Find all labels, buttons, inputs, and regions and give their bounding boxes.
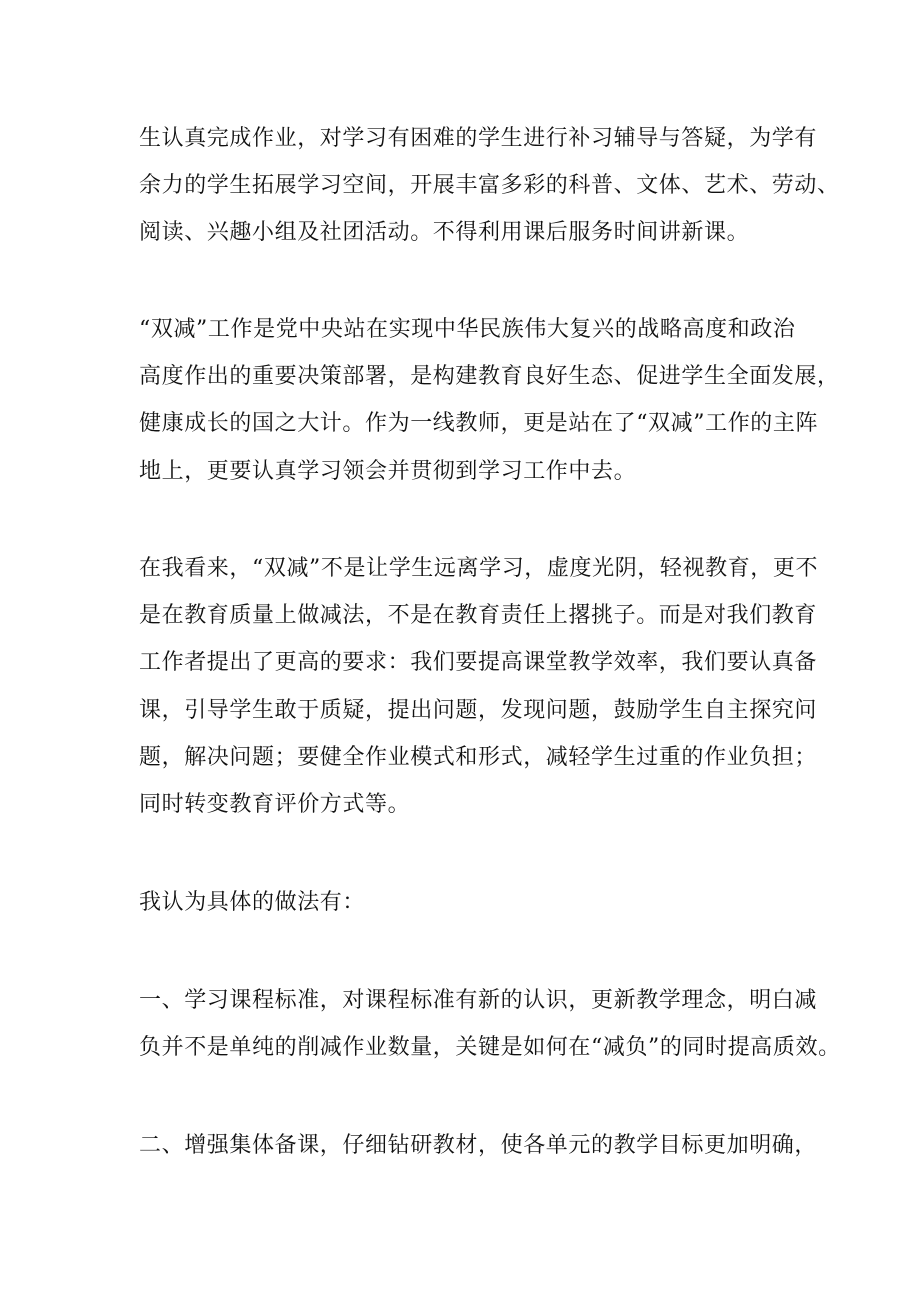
paragraph-2-line-1: “双减”工作是党中央站在实现中华民族伟大复兴的战略高度和政治 bbox=[139, 317, 796, 342]
paragraph-5-line-2: 负并不是单纯的削减作业数量，关键是如何在“减负”的同时提高质效。 bbox=[139, 1035, 841, 1060]
paragraph-1-line-3: 阅读、兴趣小组及社团活动。不得利用课后服务时间讲新课。 bbox=[139, 220, 750, 245]
paragraph-2-line-3: 健康成长的国之大计。作为一线教师，更是站在了“双减”工作的主阵 bbox=[139, 411, 819, 436]
paragraph-3-line-1: 在我看来，“双减”不是让学生远离学习，虚度光阴，轻视教育，更不 bbox=[139, 556, 819, 581]
paragraph-2-line-4: 地上，更要认真学习领会并贯彻到学习工作中去。 bbox=[139, 459, 637, 484]
paragraph-3-line-5: 题，解决问题；要健全作业模式和形式，减轻学生过重的作业负担； bbox=[139, 745, 818, 770]
paragraph-5-line-1: 一、学习课程标准，对课程标准有新的认识，更新教学理念，明白减 bbox=[139, 988, 818, 1013]
paragraph-6-line-1: 二、增强集体备课，仔细钻研教材，使各单元的教学目标更加明确， bbox=[139, 1133, 818, 1158]
paragraph-2-line-2: 高度作出的重要决策部署，是构建教育良好生态、促进学生全面发展， bbox=[139, 364, 840, 389]
paragraph-3-line-2: 是在教育质量上做减法，不是在教育责任上撂挑子。而是对我们教育 bbox=[139, 603, 818, 628]
paragraph-1-line-2: 余力的学生拓展学习空间，开展丰富多彩的科普、文体、艺术、劳动、 bbox=[139, 173, 840, 198]
paragraph-3-line-4: 课，引导学生敢于质疑，提出问题，发现问题，鼓励学生自主探究问 bbox=[139, 698, 818, 723]
paragraph-3-line-3: 工作者提出了更高的要求：我们要提高课堂教学效率，我们要认真备 bbox=[139, 650, 818, 675]
paragraph-4-line-1: 我认为具体的做法有： bbox=[139, 890, 366, 915]
paragraph-1-line-1: 生认真完成作业，对学习有困难的学生进行补习辅导与答疑，为学有 bbox=[139, 126, 818, 151]
paragraph-3-line-6: 同时转变教育评价方式等。 bbox=[139, 792, 411, 817]
